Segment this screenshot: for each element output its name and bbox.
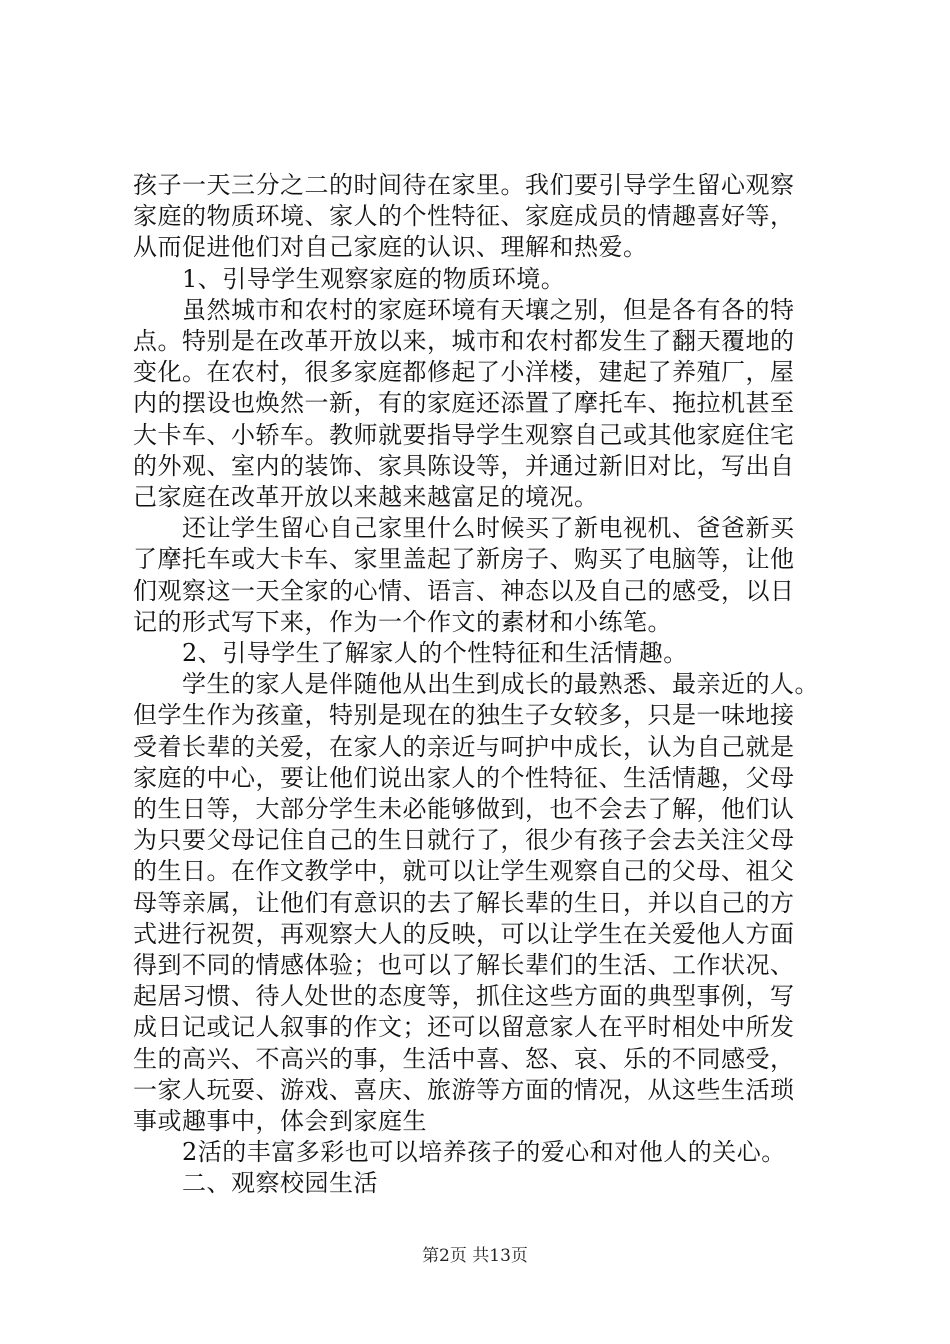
text-line: 事或趣事中，体会到家庭生: [133, 1107, 427, 1135]
page-number-footer: 第2页 共13页: [422, 1246, 528, 1266]
text-line: 了摩托车或大卡车、家里盖起了新房子、购买了电脑等，让他: [133, 545, 795, 574]
text-line: 内的摆设也焕然一新，有的家庭还添置了摩托车、拖拉机甚至: [133, 389, 795, 418]
text-line: 从而促进他们对自己家庭的认识、理解和热爱。: [133, 233, 648, 262]
text-line: 为只要父母记住自己的生日就行了，很少有孩子会去关注父母: [133, 826, 795, 855]
text-line: 家庭的中心，要让他们说出家人的个性特征、生活情趣，父母: [133, 763, 795, 792]
text-line: 点。特别是在改革开放以来，城市和农村都发生了翻天覆地的: [133, 327, 795, 355]
text-line: 的生日等，大部分学生未必能够做到，也不会去了解，他们认: [133, 795, 795, 823]
text-line: 还让学生留心自己家里什么时候买了新电视机、爸爸新买: [133, 514, 795, 543]
text-line: 的外观、室内的装饰、家具陈设等，并通过新旧对比，写出自: [133, 451, 795, 480]
text-line: 1、引导学生观察家庭的物质环境。: [133, 264, 566, 293]
text-line: 2活的丰富多彩也可以培养孩子的爱心和对他人的关心。: [133, 1138, 786, 1167]
text-line: 得到不同的情感体验；也可以了解长辈们的生活、工作状况、: [133, 951, 795, 979]
text-line: 受着长辈的关爱，在家人的亲近与呵护中成长，认为自己就是: [133, 732, 795, 761]
text-line: 但学生作为孩童，特别是现在的独生子女较多，只是一味地接: [133, 701, 795, 730]
text-line: 一家人玩耍、游戏、喜庆、旅游等方面的情况，从这些生活琐: [133, 1075, 795, 1104]
text-line: 虽然城市和农村的家庭环境有天壤之别，但是各有各的特: [133, 295, 795, 324]
text-line: 家庭的物质环境、家人的个性特征、家庭成员的情趣喜好等，: [133, 202, 795, 231]
text-line: 们观察这一天全家的心情、语言、神态以及自己的感受，以日: [133, 576, 795, 605]
text-line: 二、观察校园生活: [133, 1169, 378, 1198]
text-line: 母等亲属，让他们有意识的去了解长辈的生日，并以自己的方: [133, 888, 795, 917]
text-line: 记的形式写下来，作为一个作文的素材和小练笔。: [133, 607, 672, 636]
text-line: 2、引导学生了解家人的个性特征和生活情趣。: [133, 639, 688, 667]
text-line: 学生的家人是伴随他从出生到成长的最熟悉、最亲近的人。: [133, 670, 819, 699]
text-line: 起居习惯、待人处世的态度等，抓住这些方面的典型事例，写: [133, 982, 795, 1011]
text-line: 生的高兴、不高兴的事，生活中喜、怒、哀、乐的不同感受，: [133, 1044, 795, 1073]
text-line: 成日记或记人叙事的作文；还可以留意家人在平时相处中所发: [133, 1013, 795, 1042]
text-line: 己家庭在改革开放以来越来越富足的境况。: [133, 483, 599, 511]
text-line: 的生日。在作文教学中，就可以让学生观察自己的父母、祖父: [133, 857, 795, 886]
text-line: 孩子一天三分之二的时间待在家里。我们要引导学生留心观察: [133, 171, 795, 199]
text-line: 变化。在农村，很多家庭都修起了小洋楼，建起了养殖厂，屋: [133, 358, 795, 387]
text-line: 式进行祝贺，再观察大人的反映，可以让学生在关爱他人方面: [133, 919, 795, 948]
text-line: 大卡车、小轿车。教师就要指导学生观察自己或其他家庭住宅: [133, 420, 795, 449]
